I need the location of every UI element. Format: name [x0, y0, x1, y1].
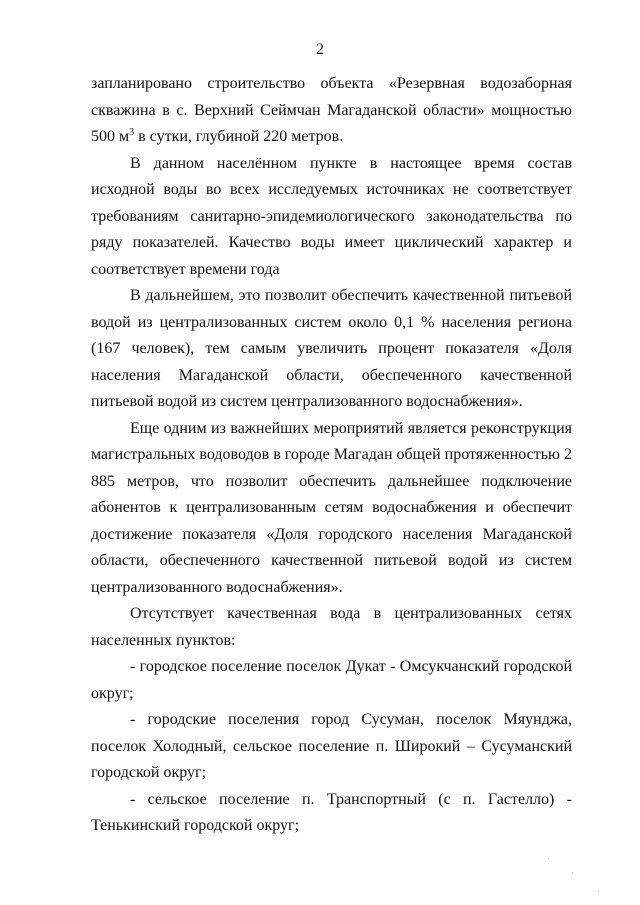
- scan-speck: [598, 891, 599, 892]
- list-item-transportny: - сельское поселение п. Транспортный (с п. Гастелло) - Тенькинский городской округ;: [91, 790, 572, 834]
- superscript-cubic: 3: [129, 127, 135, 138]
- scan-speck: [548, 858, 549, 859]
- paragraph-construction-plan: [91, 71, 572, 151]
- paragraph-pipeline-reconstruction: Еще одним из важнейших мероприятий является реконструкция магистральных водоводов в городе Магадан общей протяженностью 2 885 метров, что позволит обеспечить дальнейшее подключение абонентов к централизованным сетям водоснабжения и обеспечит достижение показателя «Доля городского населения Магаданской области, обеспеченного качественной питьевой водой из систем централизованного водоснабжения».: [91, 419, 572, 596]
- paragraph-population-share: В дальнейшем, это позволит обеспечить качественной питьевой водой из централизованных систем около 0,1 % населения региона (167 человек), тем самым увеличить процент показателя «Доля населения Магаданской области, обеспеченного качественной питьевой водой из систем централизованного водоснабжения».: [91, 287, 572, 410]
- paragraph-missing-quality-water: Отсутствует качественная вода в централизованных сетях населенных пунктов:: [91, 605, 572, 649]
- paragraph-text-continued: в сутки, глубиной 220 метров.: [134, 128, 344, 145]
- document-body: [91, 71, 572, 840]
- list-item-susuman: - городские поселения город Сусуман, поселок Мяунджа, поселок Холодный, сельское поселение п. Широкий – Сусуманский городской округ;: [91, 711, 572, 781]
- list-item-dukat: - городское поселение поселок Дукат - Омсукчанский городской округ;: [91, 658, 572, 702]
- scan-speck: [572, 872, 573, 873]
- page-number: 2: [316, 41, 324, 58]
- paragraph-text: запланировано строительство объекта «Резервная водозаборная скважина в с. Верхний Сеймчан Магаданской области» мощностью 500 м: [91, 75, 572, 145]
- paragraph-water-quality: В данном населённом пункте в настоящее время состав исходной воды во всех исследуемых источниках не соответствует требованиям санитарно-эпидемиологического законодательства по ряду показателей. Качество воды имеет циклический характер и соответствует времени года: [91, 154, 572, 278]
